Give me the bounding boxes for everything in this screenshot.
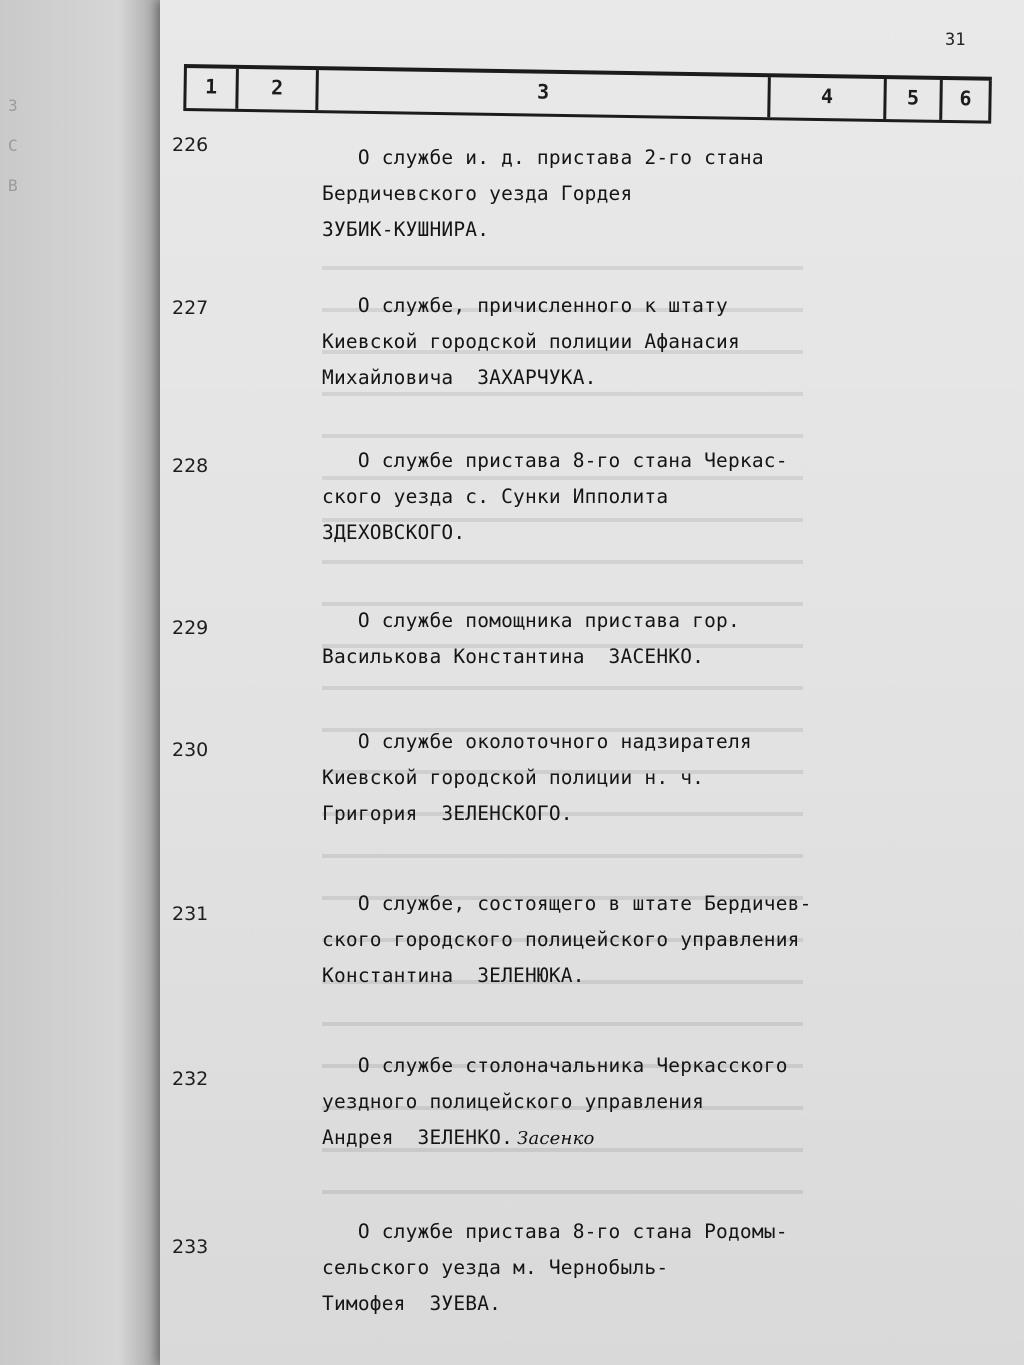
entry-line: О службе помощника пристава гор.: [322, 609, 740, 632]
entry-line: уездного полицейского управления: [322, 1090, 705, 1113]
entry-number: 231: [172, 903, 209, 925]
entry-text: [322, 886, 842, 994]
entry-number: 226: [172, 134, 209, 156]
entry-line: О службе околоточного надзирателя: [322, 730, 752, 753]
entry-line: О службе, состоящего в штате Бердичев-: [322, 892, 812, 915]
left-page-edge: [0, 0, 170, 1365]
entry-line: ского городского полицейского управления: [322, 928, 800, 951]
entry-line: Григория ЗЕЛЕНСКОГО.: [322, 802, 573, 825]
entry-line: О службе, причисленного к штату: [322, 294, 728, 317]
entry-number: 232: [172, 1068, 209, 1090]
entry-line: Константина ЗЕЛЕНЮКА.: [322, 964, 585, 987]
edge-mark: В: [8, 176, 18, 195]
entry-number: 229: [172, 617, 209, 639]
page-number: 31: [945, 30, 966, 50]
entry-line: Бердичевского уезда Гордея: [322, 182, 633, 205]
header-column-6: 6: [939, 80, 992, 121]
entry-text: [322, 443, 842, 551]
edge-mark: С: [8, 136, 18, 155]
entry-number: 233: [172, 1236, 209, 1258]
entry-line: О службе столоначальника Черкасского: [322, 1054, 788, 1077]
entry-line: [322, 1120, 842, 1157]
header-column-5: 5: [883, 79, 940, 120]
entry-number: 228: [172, 455, 209, 477]
entry-line: Киевской городской полиции н. ч.: [322, 766, 705, 789]
entry-line: Василькова Константина ЗАСЕНКО.: [322, 645, 705, 668]
header-column-4: 4: [767, 77, 884, 119]
entry-line: ского уезда с. Сунки Ипполита: [322, 485, 669, 508]
header-column-1: 1: [183, 68, 236, 109]
entry-text: [322, 1048, 842, 1157]
entry-text: [322, 140, 842, 248]
handwritten-correction: Засенко: [517, 1128, 595, 1149]
entry-line: О службе и. д. пристава 2-го стана: [322, 146, 764, 169]
entry-text: [322, 1214, 842, 1322]
entry-line-text: Андрея ЗЕЛЕНКО.: [322, 1126, 514, 1149]
entry-line: ЗДЕХОВСКОГО.: [322, 521, 466, 544]
entry-line: ЗУБИК-КУШНИРА.: [322, 218, 490, 241]
entry-line: О службе пристава 8-го стана Черкас-: [322, 449, 788, 472]
edge-mark: 3: [8, 96, 18, 115]
entry-line: Михайловича ЗАХАРЧУКА.: [322, 366, 597, 389]
entry-line: Тимофея ЗУЕВА.: [322, 1292, 502, 1315]
header-column-3: 3: [315, 70, 768, 117]
entry-number: 230: [172, 739, 209, 761]
header-column-2: 2: [235, 69, 316, 110]
entry-line: сельского уезда м. Чернобыль-: [322, 1256, 669, 1279]
entry-text: [322, 724, 842, 832]
entry-number: 227: [172, 297, 209, 319]
entry-line: Киевской городской полиции Афанасия: [322, 330, 740, 353]
entry-text: [322, 288, 842, 396]
entry-line: О службе пристава 8-го стана Родомы-: [322, 1220, 788, 1243]
entry-text: [322, 603, 842, 675]
